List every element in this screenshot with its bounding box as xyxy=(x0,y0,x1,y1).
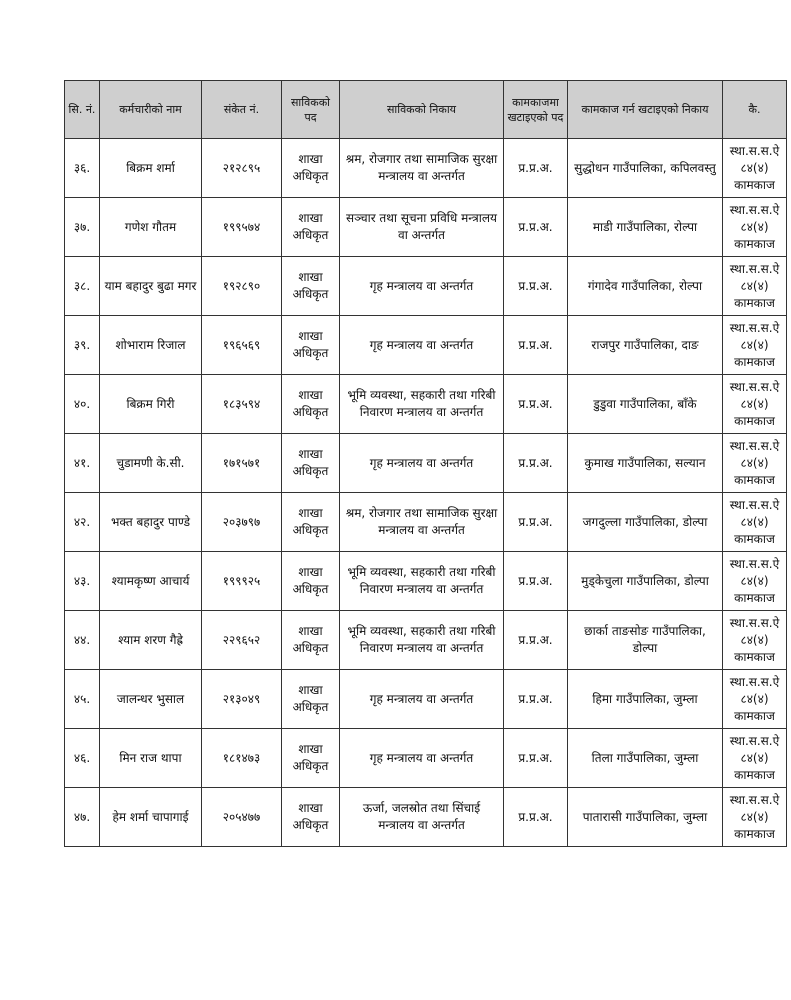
assigned-post-cell: प्र.प्र.अ. xyxy=(504,375,568,434)
header-assigned-post: कामकाजमा खटाइएको पद xyxy=(504,81,568,139)
serial-number-cell: ४६. xyxy=(65,729,100,788)
serial-number-cell: ४३. xyxy=(65,552,100,611)
former-office-cell: गृह मन्त्रालय वा अन्तर्गत xyxy=(340,434,504,493)
serial-number-cell: ४४. xyxy=(65,611,100,670)
code-number-cell: १९९५७४ xyxy=(202,198,282,257)
code-number-cell: १९६५६९ xyxy=(202,316,282,375)
table-row xyxy=(65,198,787,257)
serial-number-cell: ४७. xyxy=(65,788,100,847)
header-serial-number: सि. नं. xyxy=(65,81,100,139)
code-number-cell: २०५४७७ xyxy=(202,788,282,847)
former-office-cell: भूमि व्यवस्था, सहकारी तथा गरिबी निवारण मन्त्रालय वा अन्तर्गत xyxy=(340,375,504,434)
assigned-office-cell: पातारासी गाउँपालिका, जुम्ला xyxy=(568,788,723,847)
former-post-cell: शाखा अधिकृत xyxy=(282,670,340,729)
assigned-post-cell: प्र.प्र.अ. xyxy=(504,670,568,729)
former-office-cell: ऊर्जा, जलस्रोत तथा सिंचाई मन्त्रालय वा अन्तर्गत xyxy=(340,788,504,847)
employee-name-cell: गणेश गौतम xyxy=(100,198,202,257)
table-row xyxy=(65,552,787,611)
remarks-cell: स्था.स.स.ऐ ८४(४) कामकाज xyxy=(723,257,787,316)
assigned-office-cell: तिला गाउँपालिका, जुम्ला xyxy=(568,729,723,788)
assigned-office-cell: जगदुल्ला गाउँपालिका, डोल्पा xyxy=(568,493,723,552)
former-post-cell: शाखा अधिकृत xyxy=(282,139,340,198)
former-post-cell: शाखा अधिकृत xyxy=(282,493,340,552)
remarks-cell: स्था.स.स.ऐ ८४(४) कामकाज xyxy=(723,139,787,198)
assigned-post-cell: प्र.प्र.अ. xyxy=(504,788,568,847)
former-office-cell: श्रम, रोजगार तथा सामाजिक सुरक्षा मन्त्रालय वा अन्तर्गत xyxy=(340,493,504,552)
former-office-cell: श्रम, रोजगार तथा सामाजिक सुरक्षा मन्त्रालय वा अन्तर्गत xyxy=(340,139,504,198)
employee-name-cell: बिक्रम गिरी xyxy=(100,375,202,434)
former-post-cell: शाखा अधिकृत xyxy=(282,198,340,257)
assigned-office-cell: कुमाख गाउँपालिका, सल्यान xyxy=(568,434,723,493)
code-number-cell: २२९६५२ xyxy=(202,611,282,670)
table-row xyxy=(65,493,787,552)
header-remarks: कै. xyxy=(723,81,787,139)
former-office-cell: भूमि व्यवस्था, सहकारी तथा गरिबी निवारण मन्त्रालय वा अन्तर्गत xyxy=(340,552,504,611)
employee-name-cell: श्याम शरण गैह्रे xyxy=(100,611,202,670)
table-row xyxy=(65,788,787,847)
former-office-cell: गृह मन्त्रालय वा अन्तर्गत xyxy=(340,316,504,375)
table-header-row xyxy=(65,81,787,139)
assigned-office-cell: सुद्धोधन गाउँपालिका, कपिलवस्तु xyxy=(568,139,723,198)
assigned-office-cell: माडी गाउँपालिका, रोल्पा xyxy=(568,198,723,257)
former-office-cell: गृह मन्त्रालय वा अन्तर्गत xyxy=(340,257,504,316)
remarks-cell: स्था.स.स.ऐ ८४(४) कामकाज xyxy=(723,375,787,434)
assigned-office-cell: राजपुर गाउँपालिका, दाङ xyxy=(568,316,723,375)
former-office-cell: भूमि व्यवस्था, सहकारी तथा गरिबी निवारण मन्त्रालय वा अन्तर्गत xyxy=(340,611,504,670)
former-post-cell: शाखा अधिकृत xyxy=(282,552,340,611)
assigned-post-cell: प्र.प्र.अ. xyxy=(504,552,568,611)
former-post-cell: शाखा अधिकृत xyxy=(282,375,340,434)
assigned-post-cell: प्र.प्र.अ. xyxy=(504,198,568,257)
employee-transfer-table xyxy=(64,80,787,847)
table-row xyxy=(65,729,787,788)
header-code-number: संकेत नं. xyxy=(202,81,282,139)
serial-number-cell: ३७. xyxy=(65,198,100,257)
remarks-cell: स्था.स.स.ऐ ८४(४) कामकाज xyxy=(723,316,787,375)
assigned-office-cell: मुड्केचुला गाउँपालिका, डोल्पा xyxy=(568,552,723,611)
table-row xyxy=(65,316,787,375)
code-number-cell: २१३०४९ xyxy=(202,670,282,729)
remarks-cell: स्था.स.स.ऐ ८४(४) कामकाज xyxy=(723,670,787,729)
employee-name-cell: जालन्धर भुसाल xyxy=(100,670,202,729)
assigned-post-cell: प्र.प्र.अ. xyxy=(504,257,568,316)
assigned-post-cell: प्र.प्र.अ. xyxy=(504,611,568,670)
table-row xyxy=(65,434,787,493)
assigned-office-cell: डुडुवा गाउँपालिका, बाँके xyxy=(568,375,723,434)
remarks-cell: स्था.स.स.ऐ ८४(४) कामकाज xyxy=(723,788,787,847)
assigned-office-cell: छार्का ताङसोङ गाउँपालिका, डोल्पा xyxy=(568,611,723,670)
assigned-post-cell: प्र.प्र.अ. xyxy=(504,493,568,552)
former-office-cell: सञ्चार तथा सूचना प्रविधि मन्त्रालय वा अन्तर्गत xyxy=(340,198,504,257)
employee-name-cell: चुडामणी के.सी. xyxy=(100,434,202,493)
employee-name-cell: बिक्रम शर्मा xyxy=(100,139,202,198)
employee-name-cell: भक्त बहादुर पाण्डे xyxy=(100,493,202,552)
employee-name-cell: हेम शर्मा चापागाई xyxy=(100,788,202,847)
former-post-cell: शाखा अधिकृत xyxy=(282,788,340,847)
assigned-office-cell: हिमा गाउँपालिका, जुम्ला xyxy=(568,670,723,729)
remarks-cell: स्था.स.स.ऐ ८४(४) कामकाज xyxy=(723,198,787,257)
employee-name-cell: शोभाराम रिजाल xyxy=(100,316,202,375)
code-number-cell: १८३५९४ xyxy=(202,375,282,434)
assigned-post-cell: प्र.प्र.अ. xyxy=(504,729,568,788)
former-post-cell: शाखा अधिकृत xyxy=(282,729,340,788)
assigned-post-cell: प्र.प्र.अ. xyxy=(504,139,568,198)
former-post-cell: शाखा अधिकृत xyxy=(282,316,340,375)
table-row xyxy=(65,670,787,729)
remarks-cell: स्था.स.स.ऐ ८४(४) कामकाज xyxy=(723,729,787,788)
code-number-cell: २१२८९५ xyxy=(202,139,282,198)
former-post-cell: शाखा अधिकृत xyxy=(282,257,340,316)
code-number-cell: १८१४७३ xyxy=(202,729,282,788)
serial-number-cell: ४०. xyxy=(65,375,100,434)
serial-number-cell: ४२. xyxy=(65,493,100,552)
employee-name-cell: श्यामकृष्ण आचार्य xyxy=(100,552,202,611)
former-post-cell: शाखा अधिकृत xyxy=(282,611,340,670)
code-number-cell: २०३७९७ xyxy=(202,493,282,552)
serial-number-cell: ३६. xyxy=(65,139,100,198)
assigned-post-cell: प्र.प्र.अ. xyxy=(504,434,568,493)
header-assigned-office: कामकाज गर्न खटाइएको निकाय xyxy=(568,81,723,139)
code-number-cell: १९९९२५ xyxy=(202,552,282,611)
code-number-cell: १७१५७१ xyxy=(202,434,282,493)
remarks-cell: स्था.स.स.ऐ ८४(४) कामकाज xyxy=(723,611,787,670)
header-employee-name: कर्मचारीको नाम xyxy=(100,81,202,139)
remarks-cell: स्था.स.स.ऐ ८४(४) कामकाज xyxy=(723,434,787,493)
table-row xyxy=(65,139,787,198)
assigned-office-cell: गंगादेव गाउँपालिका, रोल्पा xyxy=(568,257,723,316)
table-body xyxy=(65,139,787,847)
employee-name-cell: याम बहादुर बुढा मगर xyxy=(100,257,202,316)
table-row xyxy=(65,257,787,316)
table-row xyxy=(65,375,787,434)
former-post-cell: शाखा अधिकृत xyxy=(282,434,340,493)
serial-number-cell: ४५. xyxy=(65,670,100,729)
former-office-cell: गृह मन्त्रालय वा अन्तर्गत xyxy=(340,729,504,788)
table-row xyxy=(65,611,787,670)
remarks-cell: स्था.स.स.ऐ ८४(४) कामकाज xyxy=(723,493,787,552)
remarks-cell: स्था.स.स.ऐ ८४(४) कामकाज xyxy=(723,552,787,611)
employee-name-cell: मिन राज थापा xyxy=(100,729,202,788)
serial-number-cell: ३८. xyxy=(65,257,100,316)
assigned-post-cell: प्र.प्र.अ. xyxy=(504,316,568,375)
code-number-cell: १९२८९० xyxy=(202,257,282,316)
former-office-cell: गृह मन्त्रालय वा अन्तर्गत xyxy=(340,670,504,729)
header-former-office: साविकको निकाय xyxy=(340,81,504,139)
serial-number-cell: ३९. xyxy=(65,316,100,375)
serial-number-cell: ४१. xyxy=(65,434,100,493)
header-former-post: साविकको पद xyxy=(282,81,340,139)
